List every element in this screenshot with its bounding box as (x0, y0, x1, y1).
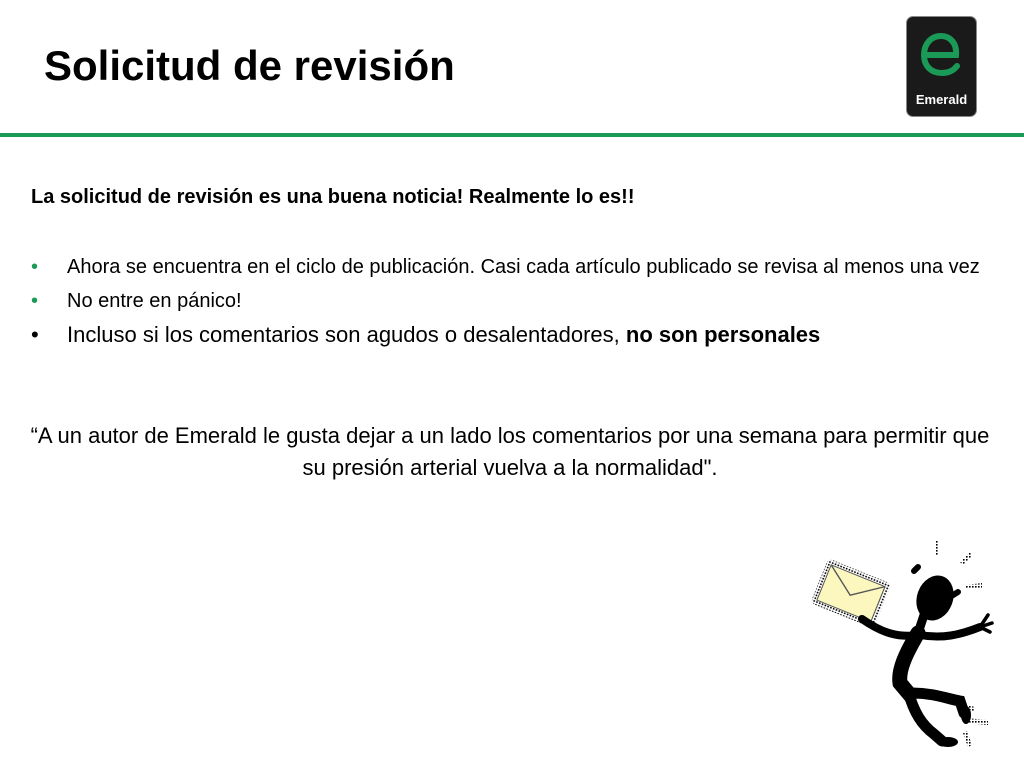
bullet-marker: • (31, 322, 39, 347)
bullet-list (31, 253, 991, 351)
title-divider (0, 133, 1024, 137)
bullet-marker: • (31, 256, 39, 278)
lead-statement: La solicitud de revisión es una buena noticia! Realmente lo es!! (31, 186, 635, 208)
list-item (31, 287, 991, 315)
list-item-text: Incluso si los comentarios son agudos o desalentadores, (67, 322, 626, 347)
author-quote: “A un autor de Emerald le gusta dejar a un lado los comentarios por una semana para permitir que su presión arterial vuelva a la normalidad". (30, 423, 990, 480)
slide-title: Solicitud de revisión (44, 42, 455, 89)
logo-wordmark: Emerald (915, 92, 968, 107)
list-item (31, 319, 991, 351)
emerald-e-logo-icon (916, 25, 967, 87)
bullet-marker: • (31, 290, 39, 312)
list-item-emphasis: no son personales (625, 322, 821, 347)
list-item (31, 253, 991, 281)
list-item-text: Ahora se encuentra en el ciclo de publicación. Casi cada artículo publicado se revisa al menos una vez (67, 256, 980, 278)
emerald-logo (907, 17, 976, 116)
stick-figure-with-envelope-icon (810, 535, 1010, 750)
list-item-text: No entre en pánico! (67, 290, 242, 312)
